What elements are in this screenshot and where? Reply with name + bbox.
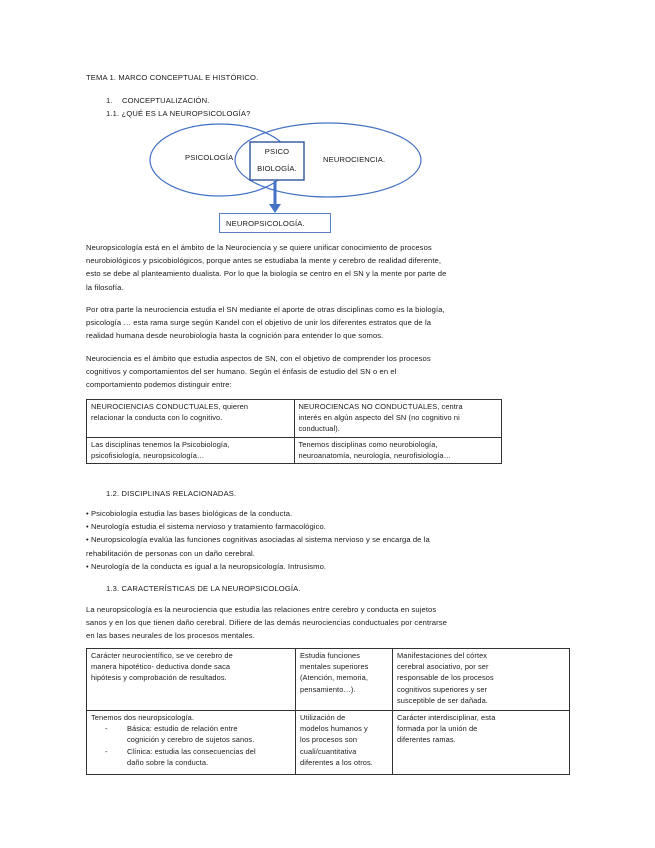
cell-line: hipótesis y comprobación de resultados. [91, 673, 227, 683]
section-1-number: 1. [106, 96, 113, 105]
list-item: rehabilitación de personas con un daño cerebral. [86, 548, 256, 558]
table-cell [87, 711, 296, 775]
table-row [87, 649, 570, 711]
cell-line: interés en algún aspecto del SN (no cognitivo ni [298, 413, 460, 423]
text-line: sanos y en los que tienen daño cerebral. Difiere de las demás neurociencias conductuales por centrarse [86, 618, 447, 628]
cell-line: responsable de los procesos [397, 673, 494, 683]
text-line: psicología … esta rama surge según Kandel con el objetivo de unir los diferentes estratos que de la [86, 318, 432, 328]
text-line: cognitivos y comportamientos del ser humano. Según el énfasis de estudio del SN o en el [86, 367, 397, 377]
cell-line: Manifestaciones del córtex [397, 651, 488, 660]
cell-line: Las disciplinas tenemos la Psicobiología, [91, 440, 230, 449]
paragraph-distinction [86, 352, 572, 392]
document-title: TEMA 1. MARCO CONCEPTUAL E HISTÓRICO. [86, 73, 259, 82]
text-line: Neuropsicología está en el ámbito de la Neurociencia y se quiere unificar conocimiento de procesos [86, 243, 432, 252]
text-line: realidad humana desde neurobiología hasta la cognición para entender lo que somos. [86, 331, 384, 341]
cell-line: Estudia funciones [300, 651, 361, 660]
cell-line: Tenemos dos neuropsicología. [91, 713, 195, 722]
cell-line: NEUROCIENCIAS CONDUCTUALES, quieren [91, 402, 249, 411]
cell-line: cuali/cuantitativa [300, 746, 357, 756]
table-cell [87, 438, 295, 464]
list-item: • Neurología estudia el sistema nervioso y tratamiento farmacológico. [86, 522, 327, 532]
cell-line: susceptible de ser dañada. [397, 695, 488, 705]
cell-line: daño sobre la conducta. [127, 757, 209, 767]
list-item: • Psicobiología estudia las bases biológicas de la conducta. [86, 509, 293, 518]
text-line: Neurociencia es el ámbito que estudia aspectos de SN, con el objetivo de comprender los procesos [86, 354, 431, 363]
text-line: comportamiento podemos distinguir entre: [86, 380, 232, 390]
table-cell [296, 711, 393, 775]
table-cell [296, 649, 393, 711]
section-1-heading [106, 94, 210, 107]
cell-line: neuroanatomía, neurología, neurofisiología… [298, 451, 452, 461]
list-item: • Neurología de la conducta es igual a la neuropsicología. Intrusismo. [86, 561, 327, 571]
table-cell [393, 649, 570, 711]
section-1-1-heading: 1.1. ¿QUÉ ES LA NEUROPSICOLOGÍA? [106, 109, 251, 118]
diagram-label-psychology: PSICOLOGÍA [185, 153, 234, 162]
section-1-3-heading: 1.3. CARACTERÍSTICAS DE LA NEUROPSICOLOGÍA. [106, 584, 301, 593]
diagram-label-neuroscience: NEUROCIENCIA. [323, 155, 386, 164]
table-cell [87, 400, 295, 438]
cell-line: cognitivos superiores y ser [397, 684, 488, 694]
cell-line: diferentes a los otros. [300, 757, 373, 767]
cell-line-text: Básica: estudio de relación entre [127, 724, 238, 734]
cell-line [91, 746, 291, 757]
text-line: en las bases neurales de los procesos mentales. [86, 631, 255, 641]
cell-line [91, 723, 291, 734]
text-line: La neuropsicología es la neurociencia que estudia las relaciones entre cerebro y conducta en sujetos [86, 605, 437, 614]
cell-line: mentales superiores [300, 662, 369, 672]
table-row [87, 400, 502, 438]
table-row [87, 438, 502, 464]
cell-line: manera hipotético- deductiva donde saca [91, 662, 231, 672]
text-line: la filosofía. [86, 282, 124, 292]
table-cell [294, 400, 502, 438]
disciplines-list [86, 507, 572, 573]
cell-line: los procesos son [300, 735, 358, 745]
cell-line: Tenemos disciplinas como neurobiología, [298, 440, 438, 449]
diagram-label-neuropsychology: NEUROPSICOLOGÍA. [226, 219, 305, 228]
cell-line: Carácter neurocientífico, se ve cerebro de [91, 651, 233, 660]
cell-line: Utilización de [300, 713, 346, 722]
dash-marker: - [105, 724, 108, 734]
text-line: Por otra parte la neurociencia estudia el SN mediante el aporte de otras disciplinas como es la biología, [86, 305, 445, 314]
table-row [87, 711, 570, 775]
cell-line: (Atención, memoria, [300, 673, 369, 683]
diagram-label-psycho: PSICO [264, 147, 290, 156]
paragraph-intro [86, 241, 572, 294]
text-line: esto se debe al planteamiento dualista. Por lo que la biología se centro en el SN y la mente por parte de [86, 269, 447, 279]
table-cell [87, 649, 296, 711]
cell-line: pensamiento…). [300, 684, 356, 694]
cell-line: psicofisiología, neuropsicología… [91, 451, 205, 461]
paragraph-neuroscience [86, 303, 572, 343]
cell-line-text: Clínica: estudia las consecuencias del [127, 746, 256, 756]
cell-line: Carácter interdisciplinar, esta [397, 713, 496, 722]
cell-line: modelos humanos y [300, 724, 368, 734]
diagram-label-biology: BIOLOGÍA. [257, 164, 297, 173]
table-cell [393, 711, 570, 775]
dash-marker: - [105, 746, 108, 756]
table-cell [294, 438, 502, 464]
cell-line: NEUROCIENCAS NO CONDUCTUALES, centra [298, 402, 463, 411]
arrow-head [269, 204, 281, 213]
characteristics-table [86, 648, 570, 775]
paragraph-characteristics [86, 603, 572, 643]
section-1-label: CONCEPTUALIZACIÓN. [122, 96, 210, 105]
neuroscience-table [86, 399, 502, 464]
list-item: • Neuropsicología evalúa las funciones cognitivas asociadas al sistema nervioso y se encarga de la [86, 535, 430, 545]
cell-line: diferentes ramas. [397, 735, 456, 745]
cell-line: formada por la unión de [397, 724, 478, 734]
cell-line: conductual). [298, 424, 340, 434]
cell-line: relacionar la conducta con lo cognitivo. [91, 413, 223, 423]
cell-line: cerebral asociativo, por ser [397, 662, 489, 672]
section-1-2-heading: 1.2. DISCIPLINAS RELACIONADAS. [106, 489, 237, 498]
text-line: neurobiológicos y psicobiológicos, porque antes se estudiaba la mente y cerebro de realidad diferente, [86, 256, 442, 266]
cell-line: cognición y cerebro de sujetos sanos. [127, 735, 255, 745]
neuropsychology-result-box [219, 213, 331, 233]
